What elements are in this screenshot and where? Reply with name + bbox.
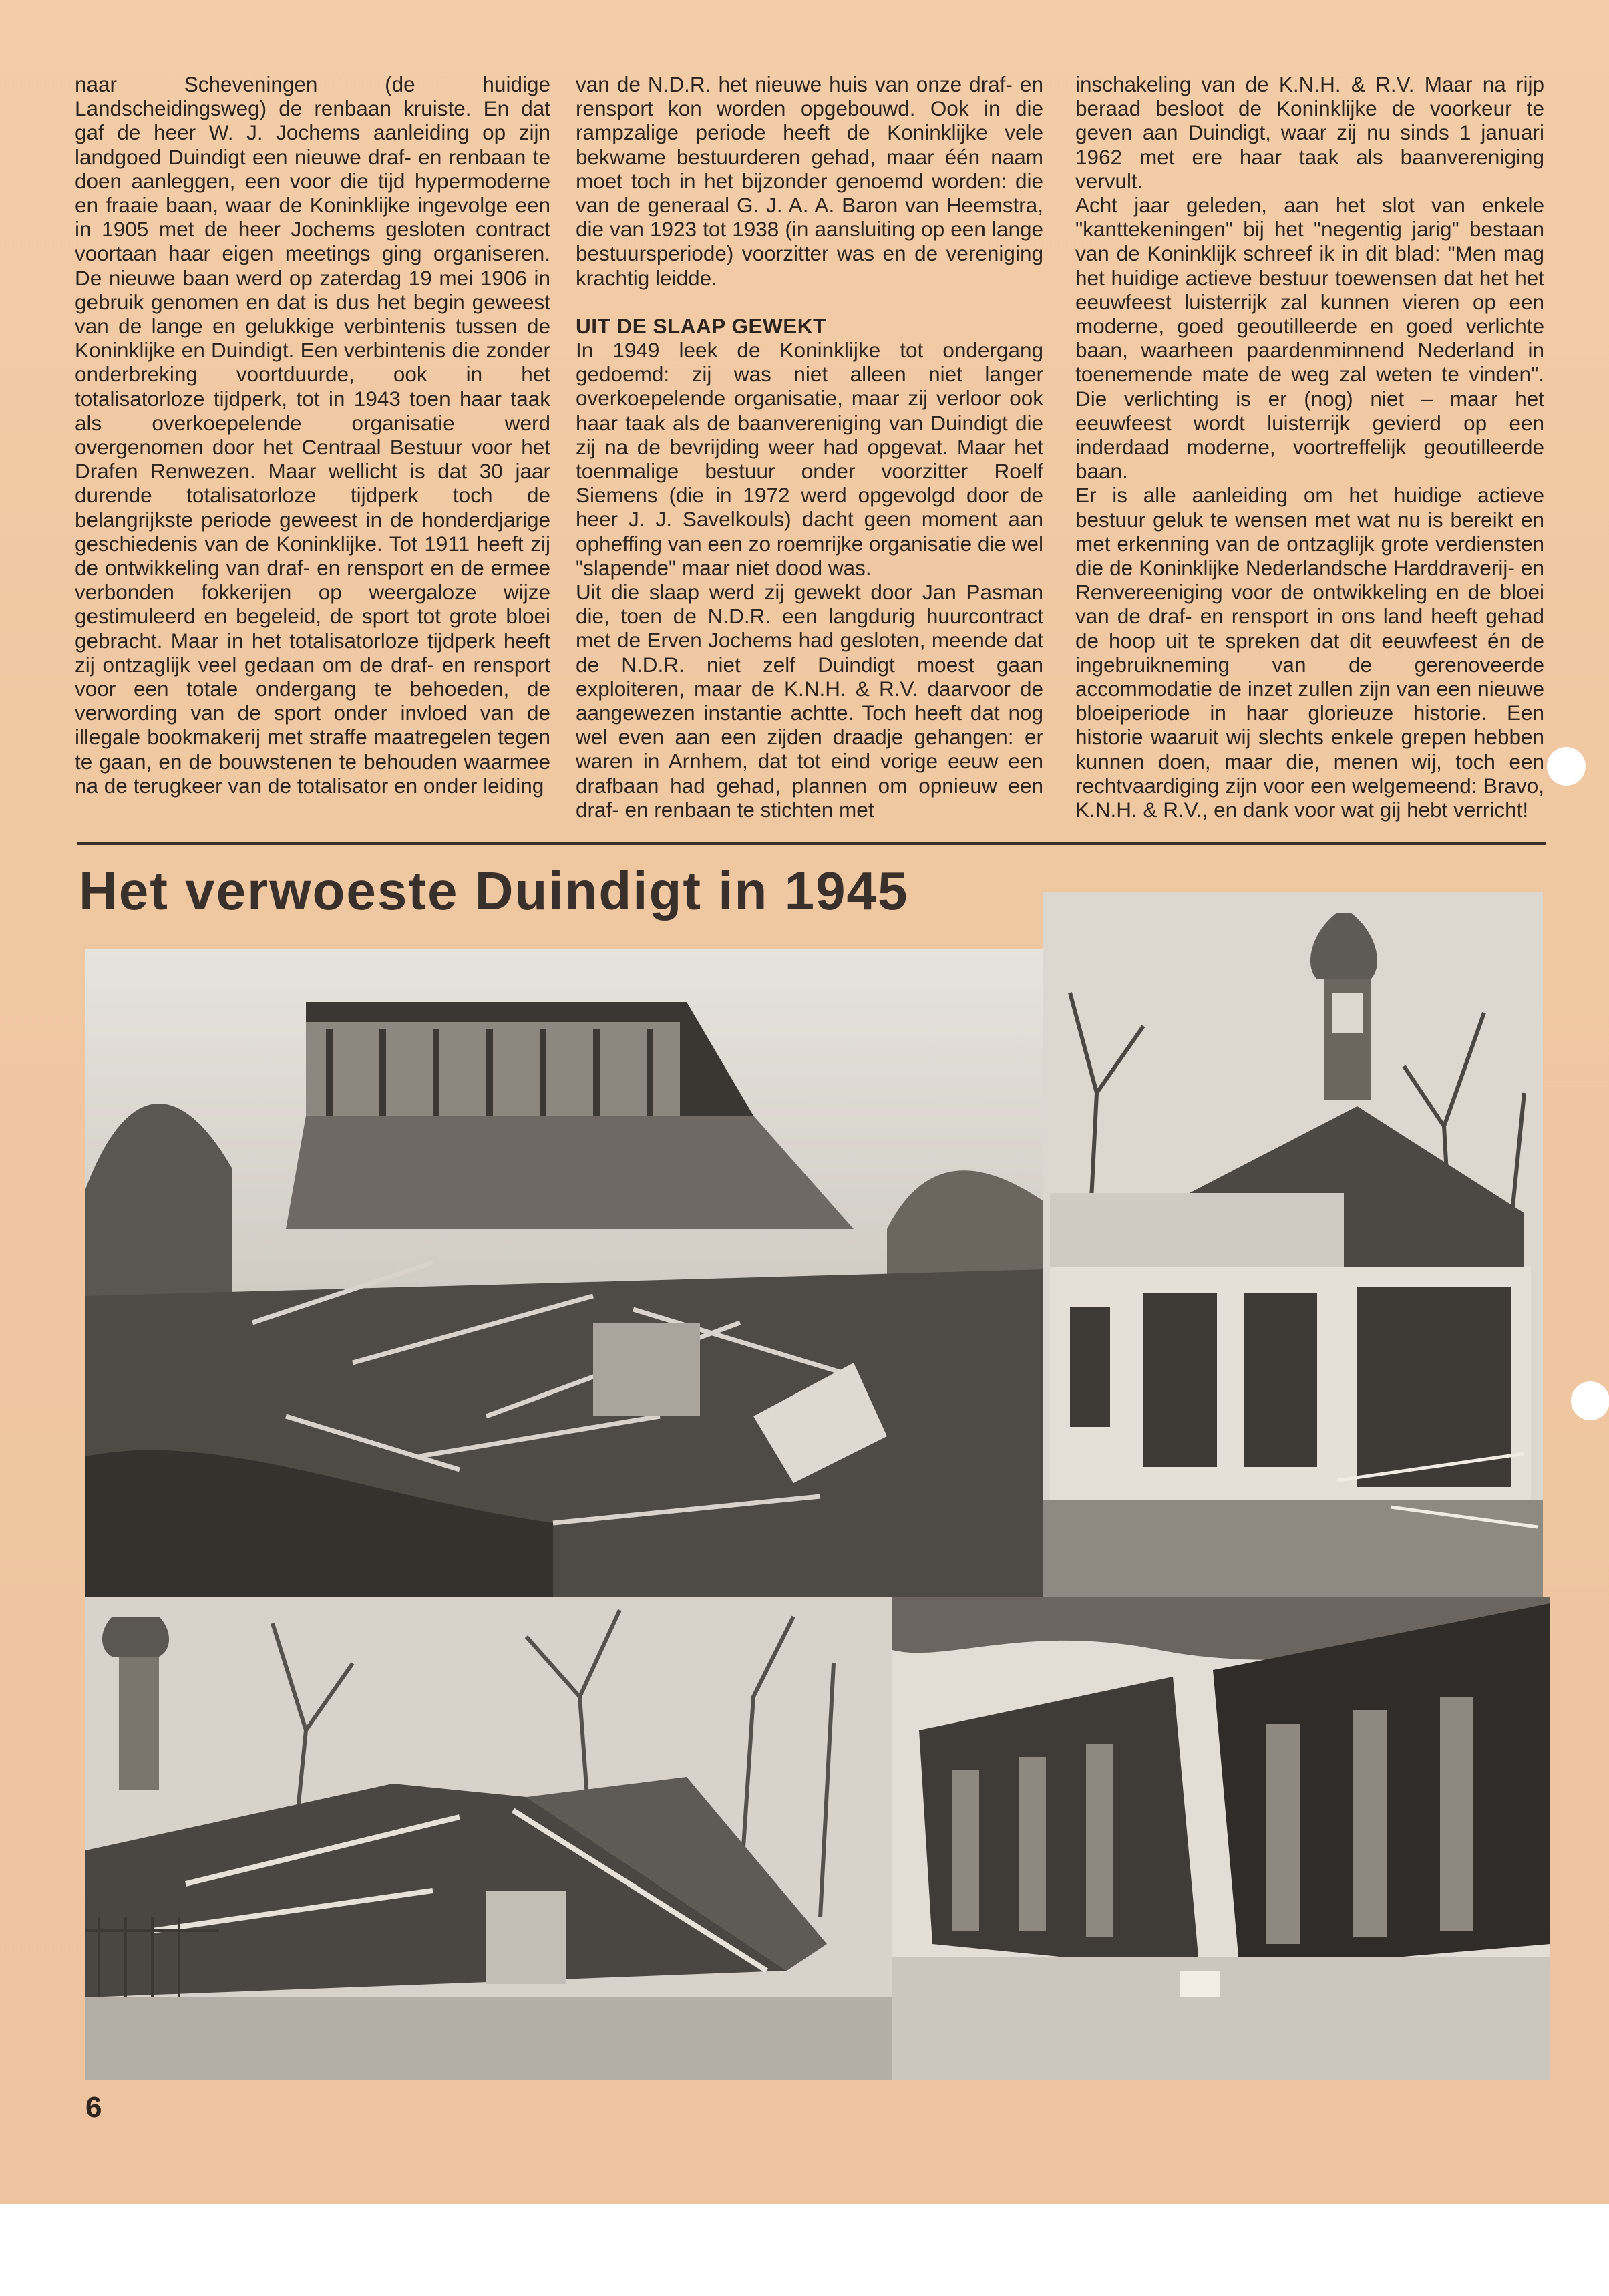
section-divider <box>77 842 1546 845</box>
photo-section-headline: Het verwoeste Duindigt in 1945 <box>79 861 909 921</box>
paragraph: naar Scheveningen (de huidige Landscheidingsweg) de renbaan kruiste. En dat gaf de heer W. J. Jochems aanleiding op zijn landgoed Duindigt een nieuwe draf- en renbaan te doen aanleggen, een voor die tijd hypermoderne en fraaie baan, waar de Koninklijke ingevolge een in 1905 met de heer Jochems gesloten contract voortaan haar eigen meetings ging organiseren. De nieuwe baan werd op zaterdag 19 mei 1906 in gebruik genomen en dat is dus het begin geweest van de lange en gelukkige verbintenis tussen de Koninklijke en Duindigt. Een verbintenis die zonder onderbreking voortduurde, ook in het totalisatorloze tijdperk, tot in 1943 toen haar taak als overkoepelende organisatie werd overgenomen door het Centraal Bestuur voor het Drafen Renwezen. Maar wellicht is dat 30 jaar durende totalisatorloze tijdperk toch de belangrijkste periode geweest in de honderdjarige geschiedenis van de Koninklijke. Tot 1911 heeft zij de ontwikkeling van draf- en rensport en de ermee verbonden fokkerijen op weergaloze wijze gestimuleerd en begeleid, de sport tot grote bloei gebracht. Maar in het totalisatorloze tijdperk heeft zij ontzaglijk veel gedaan om de draf- en rensport voor een totale ondergang te behoeden, de verwording van de sport onder invloed van de illegale bookmakerij met straffe maatregelen tegen te gaan, en de bouwstenen te behouden waarmee na de terugkeer van de totalisator en onder leiding <box>75 72 550 798</box>
paragraph: In 1949 leek de Koninklijke tot ondergang gedoemd: zij was niet alleen niet langer overkoepelende organisatie, maar zij verloor ook haar taak als de baanvereniging van Duindigt die zij na de bevrijding weer had opgevat. Maar het toenmalige bestuur onder voorzitter Roelf Siemens (die in 1972 werd opgevolgd door de heer J. J. Savelkouls) dacht geen moment aan opheffing van een zo roemrijke organisatie die wel "slapende" maar niet dood was. <box>576 338 1043 580</box>
paragraph: Acht jaar geleden, aan het slot van enkele "kanttekeningen" bij het "negentig jarig" bestaan van de Koninklijk schreef ik in dit blad: "Men mag het huidige actieve bestuur toewensen dat het het eeuwfeest luisterrijk zal kunnen vieren op een moderne, goed geoutilleerde en goed verlichte baan, waarheen paardenminnend Nederland in toenemende mate de weg zal weten te vinden". Die verlichting is er (nog) niet – maar het eeuwfeest wordt luisterrijk gevierd op een inderdaad moderne, voortreffelijk geoutilleerde baan. <box>1075 193 1544 484</box>
paragraph: Uit die slaap werd zij gewekt door Jan Pasman die, toen de N.D.R. een langdurig huurcontract met de Erven Jochems had gesloten, meende dat de N.D.R. niet zelf Duindigt moest gaan exploiteren, maar de K.N.H. & R.V. daarvoor de aangewezen instantie achtte. Toch heeft dat nog wel even aan een zijden draadje gehangen: er waren in Arnhem, dat tot eind vorige eeuw een drafbaan had gehad, plannen om opnieuw een draf- en renbaan te stichten met <box>576 580 1043 822</box>
page-number: 6 <box>85 2091 102 2124</box>
section-subheading: UIT DE SLAAP GEWEKT <box>576 313 826 338</box>
photo-collapsed-roof <box>85 1597 894 2080</box>
punch-hole <box>1547 747 1586 786</box>
article-column-1 <box>75 72 550 798</box>
paragraph: inschakeling van de K.N.H. & R.V. Maar na rijp beraad besloot de Koninklijke de voorkeur te geven aan Duindigt, waar zij nu sinds 1 januari 1962 met ere haar taak als baanvereniging vervult. <box>1075 72 1544 193</box>
photo-ruined-tower-building <box>1043 892 1543 1597</box>
photo-destroyed-grandstand <box>85 949 1045 1597</box>
article-column-2 <box>576 72 1043 822</box>
photo-damaged-stables <box>892 1597 1550 2080</box>
article-column-3 <box>1075 72 1544 822</box>
paragraph: van de N.D.R. het nieuwe huis van onze draf- en rensport kon worden opgebouwd. Ook in die rampzalige periode heeft de Koninklijke vele bekwame bestuurderen gehad, maar één naam moet toch in het bijzonder genoemd worden: die van de generaal G. J. A. A. Baron van Heemstra, die van 1923 tot 1938 (in aansluiting op een lange bestuursperiode) voorzitter was en de vereniging krachtig leidde. <box>576 72 1043 290</box>
paragraph: Er is alle aanleiding om het huidige actieve bestuur geluk te wensen met wat nu is bereikt en met erkenning van de ontzaglijk grote verdiensten die de Koninklijke Nederlandsche Harddraverij- en Renvereeniging voor de ontwikkeling en de bloei van de draf- en rensport in ons land heeft gehad de hoop uit te spreken dat dit eeuwfeest én de ingebruikneming van de gerenoveerde accommodatie de inzet zullen zijn van een nieuwe bloeiperiode in haar glorieuze historie. Een historie waaruit wij slechts enkele grepen hebben kunnen doen, maar die, menen wij, toch een rechtvaardiging zijn voor een welgemeend: Bravo, K.N.H. & R.V., en dank voor wat gij hebt verricht! <box>1075 483 1544 822</box>
scan-margin <box>0 2204 1609 2296</box>
punch-hole <box>1571 1381 1609 1420</box>
